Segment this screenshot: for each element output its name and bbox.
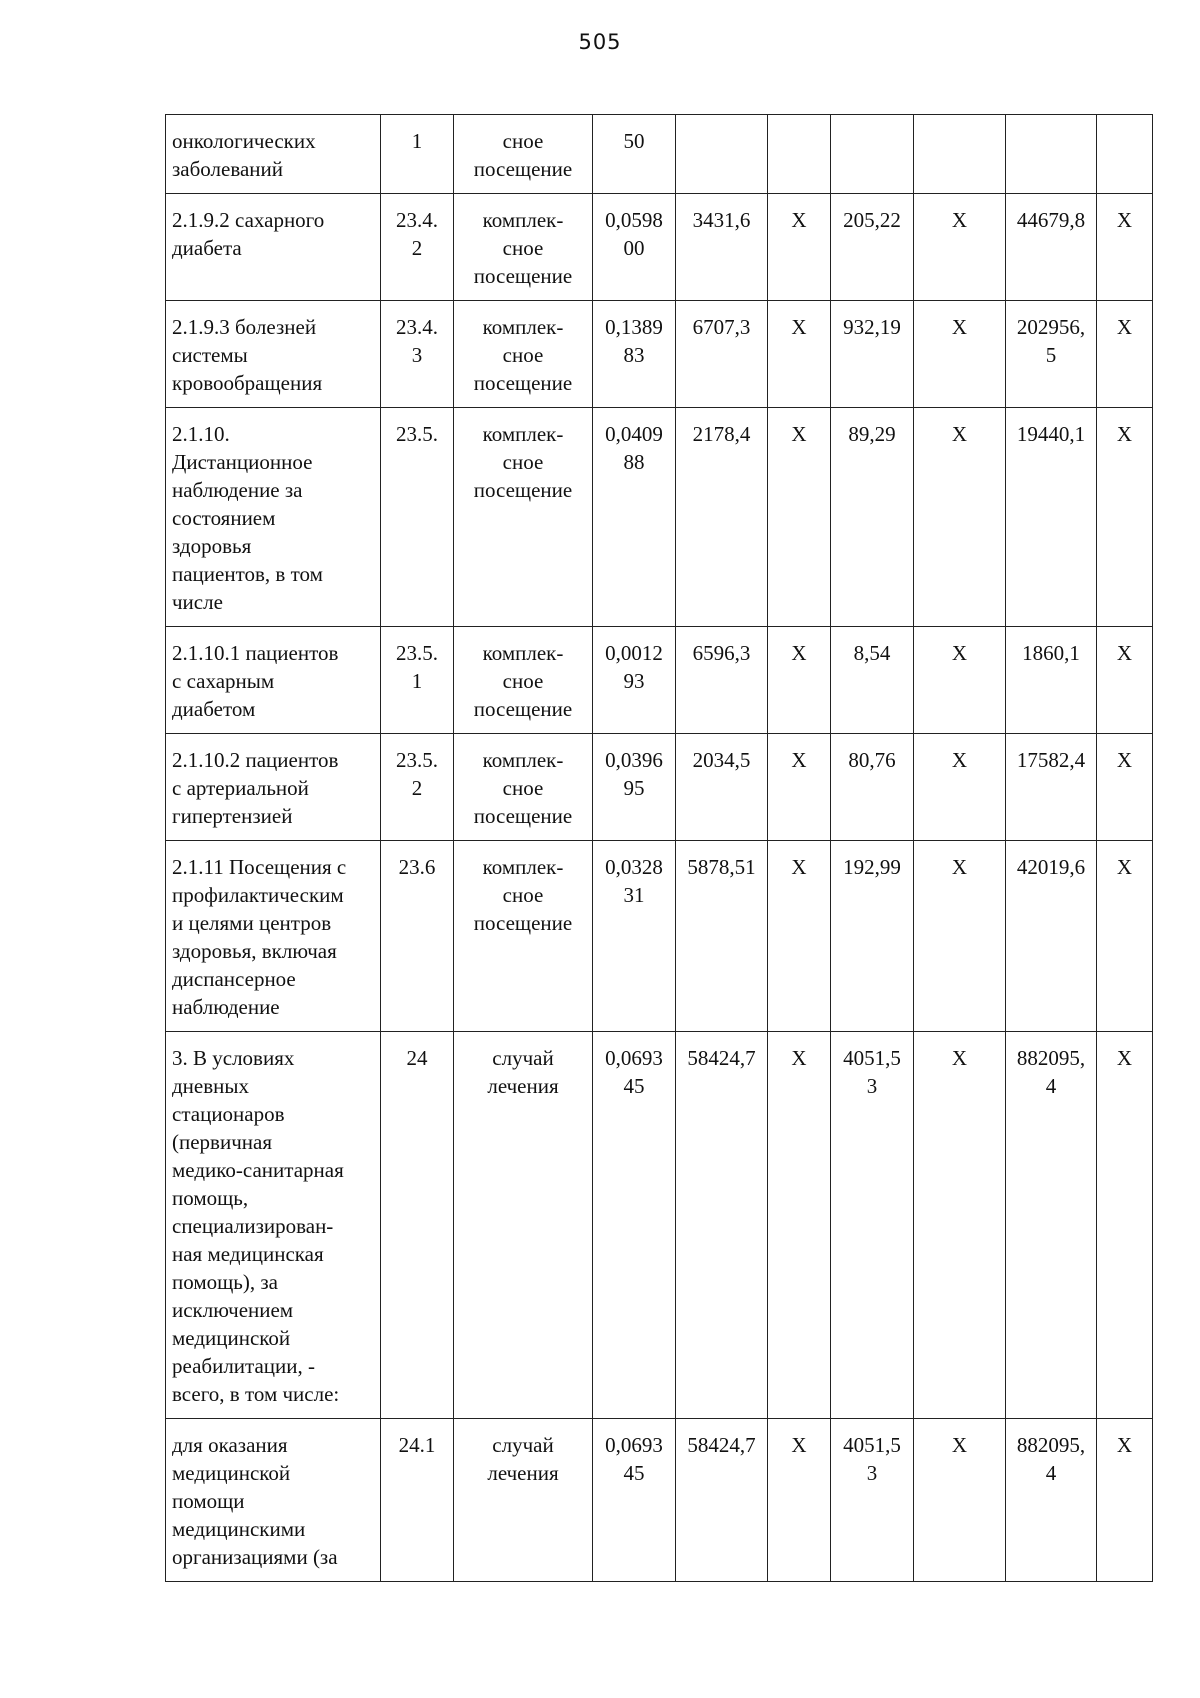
cell-line: комплек- [482, 748, 564, 772]
row-x-cell: X [768, 627, 831, 734]
cell-line: диспансерное [172, 967, 296, 991]
row-per-capita-cell [831, 1032, 914, 1419]
cell-line: комплек- [482, 855, 564, 879]
row-unit-cell [454, 115, 593, 194]
cell-line: посещение [473, 911, 573, 935]
cell-line: специализирован- [172, 1214, 334, 1238]
cell-line: диабета [172, 236, 242, 260]
row-code-cell [381, 408, 454, 627]
row-name-cell [166, 1032, 381, 1419]
row-code-cell [381, 734, 454, 841]
row-sum-cell [1006, 1419, 1097, 1582]
row-unit-cell [454, 841, 593, 1032]
row-per-capita-cell [831, 734, 914, 841]
cell-line: сное [502, 236, 544, 260]
row-x-cell: X [914, 841, 1006, 1032]
cell-line: 93 [623, 669, 645, 693]
row-norm-cell [593, 194, 676, 301]
row-sum-cell [1006, 115, 1097, 194]
row-unit-cell [454, 1419, 593, 1582]
cell-line: лечения [487, 1074, 559, 1098]
cell-line: комплек- [482, 641, 564, 665]
row-x-cell: X [1097, 301, 1153, 408]
row-name-cell [166, 627, 381, 734]
cell-line: сное [502, 129, 544, 153]
cell-line: 24.1 [398, 1433, 436, 1457]
cell-line: сное [502, 450, 544, 474]
row-x-cell [1097, 115, 1153, 194]
cell-line: медицинской [172, 1461, 291, 1485]
row-per-capita-cell [831, 115, 914, 194]
cell-line: 23.6 [398, 855, 436, 879]
row-norm-cell [593, 301, 676, 408]
row-unit-cell [454, 194, 593, 301]
row-x-cell: X [914, 408, 1006, 627]
cell-line: 2 [411, 776, 423, 800]
cell-line: 932,19 [843, 315, 901, 339]
cell-line: сное [502, 776, 544, 800]
row-x-cell: X [1097, 734, 1153, 841]
row-sum-cell [1006, 841, 1097, 1032]
row-name-cell [166, 1419, 381, 1582]
cell-line: заболеваний [172, 157, 283, 181]
cell-line: 0,0598 [605, 208, 663, 232]
cell-line: сное [502, 883, 544, 907]
cell-line: 2.1.10. [172, 422, 230, 446]
row-x-cell: X [1097, 194, 1153, 301]
cell-line: 2.1.9.3 болезней [172, 315, 317, 339]
row-norm-cell [593, 1032, 676, 1419]
cell-line: и целями центров [172, 911, 332, 935]
table-row [166, 194, 1153, 301]
cell-line: 0,0012 [605, 641, 663, 665]
row-sum-cell [1006, 194, 1097, 301]
cell-line: посещение [473, 264, 573, 288]
cell-line: 2.1.9.2 сахарного [172, 208, 325, 232]
cell-line: 8,54 [853, 641, 891, 665]
cell-line: помощь, [172, 1186, 249, 1210]
cell-line: организациями (за [172, 1545, 338, 1569]
cell-line: посещение [473, 478, 573, 502]
cell-line: гипертензией [172, 804, 293, 828]
cell-line: 0,1389 [605, 315, 663, 339]
cell-line: посещение [473, 804, 573, 828]
row-name-cell [166, 734, 381, 841]
cell-line: 89,29 [848, 422, 896, 446]
table-row [166, 408, 1153, 627]
cell-line: 0,0693 [605, 1433, 663, 1457]
cell-line: наблюдение [172, 995, 280, 1019]
row-code-cell [381, 301, 454, 408]
row-x-cell: X [768, 408, 831, 627]
cell-line: 1860,1 [1022, 641, 1080, 665]
cell-line: состоянием [172, 506, 276, 530]
cell-line: 23.5. [396, 748, 438, 772]
cell-line: 23.5. [396, 641, 438, 665]
row-sum-cell [1006, 627, 1097, 734]
row-x-cell: X [768, 301, 831, 408]
row-name-cell [166, 408, 381, 627]
cell-line: пациентов, в том [172, 562, 323, 586]
cell-line: 4051,5 [843, 1046, 901, 1070]
cell-line: 205,22 [843, 208, 901, 232]
cell-line: 31 [623, 883, 645, 907]
cell-line: 45 [623, 1461, 645, 1485]
cell-line: 45 [623, 1074, 645, 1098]
cell-line: 202956, [1016, 315, 1086, 339]
cell-line: 3 [866, 1461, 878, 1485]
row-cost-cell: 6707,3 [676, 301, 768, 408]
cell-line: комплек- [482, 208, 564, 232]
row-code-cell [381, 627, 454, 734]
cell-line: помощь), за [172, 1270, 278, 1294]
cell-line: (первичная [172, 1130, 272, 1154]
row-per-capita-cell [831, 627, 914, 734]
cell-line: посещение [473, 697, 573, 721]
row-x-cell: X [1097, 1032, 1153, 1419]
row-code-cell [381, 841, 454, 1032]
row-per-capita-cell [831, 841, 914, 1032]
cell-line: 882095, [1016, 1433, 1086, 1457]
cell-line: наблюдение за [172, 478, 303, 502]
cell-line: всего, в том числе: [172, 1382, 340, 1406]
table-row [166, 1419, 1153, 1582]
row-cost-cell: 5878,51 [676, 841, 768, 1032]
row-x-cell: X [914, 734, 1006, 841]
cell-line: 23.4. [396, 315, 438, 339]
row-sum-cell [1006, 408, 1097, 627]
cell-line: онкологических [172, 129, 316, 153]
cell-line: числе [172, 590, 223, 614]
row-norm-cell [593, 408, 676, 627]
table-row [166, 734, 1153, 841]
cell-line: 0,0396 [605, 748, 663, 772]
cell-line: 24 [406, 1046, 428, 1070]
row-cost-cell: 2178,4 [676, 408, 768, 627]
row-norm-cell [593, 1419, 676, 1582]
cell-line: реабилитации, - [172, 1354, 316, 1378]
row-x-cell: X [914, 627, 1006, 734]
cell-line: 3 [866, 1074, 878, 1098]
cell-line: посещение [473, 157, 573, 181]
row-code-cell [381, 1419, 454, 1582]
cell-line: случай [492, 1433, 554, 1457]
row-x-cell: X [914, 1419, 1006, 1582]
cell-line: 23.4. [396, 208, 438, 232]
row-x-cell: X [1097, 408, 1153, 627]
cell-line: 4051,5 [843, 1433, 901, 1457]
row-code-cell [381, 194, 454, 301]
table-row [166, 841, 1153, 1032]
row-name-cell [166, 115, 381, 194]
cell-line: дневных [172, 1074, 250, 1098]
cell-line: Дистанционное [172, 450, 313, 474]
row-x-cell [768, 115, 831, 194]
cell-line: 2.1.10.1 пациентов [172, 641, 339, 665]
cell-line: 23.5. [396, 422, 438, 446]
cell-line: 0,0693 [605, 1046, 663, 1070]
cell-line: 5 [1045, 343, 1057, 367]
row-unit-cell [454, 734, 593, 841]
table-body [166, 115, 1153, 1582]
cell-line: 0,0328 [605, 855, 663, 879]
cell-line: 3. В условиях [172, 1046, 295, 1070]
cell-line: исключением [172, 1298, 294, 1322]
row-norm-cell [593, 627, 676, 734]
row-x-cell: X [768, 1419, 831, 1582]
cell-line: с сахарным [172, 669, 275, 693]
cell-line: для оказания [172, 1433, 288, 1457]
cell-line: 42019,6 [1016, 855, 1086, 879]
cell-line: 17582,4 [1016, 748, 1086, 772]
page-number: 505 [578, 30, 622, 54]
row-cost-cell: 58424,7 [676, 1419, 768, 1582]
cell-line: 4 [1045, 1074, 1057, 1098]
row-norm-cell [593, 841, 676, 1032]
cell-line: 44679,8 [1016, 208, 1086, 232]
cell-line: 80,76 [848, 748, 896, 772]
table-row [166, 301, 1153, 408]
cell-line: 4 [1045, 1461, 1057, 1485]
row-sum-cell [1006, 734, 1097, 841]
cell-line: помощи [172, 1489, 245, 1513]
row-x-cell: X [1097, 841, 1153, 1032]
cell-line: 19440,1 [1016, 422, 1086, 446]
cell-line: 88 [623, 450, 645, 474]
row-x-cell [914, 115, 1006, 194]
row-norm-cell [593, 734, 676, 841]
row-x-cell: X [914, 1032, 1006, 1419]
cell-line: 83 [623, 343, 645, 367]
cell-line: лечения [487, 1461, 559, 1485]
cell-line: 1 [411, 129, 423, 153]
row-x-cell: X [768, 734, 831, 841]
row-per-capita-cell [831, 194, 914, 301]
cell-line: 50 [623, 129, 645, 153]
cell-line: системы [172, 343, 248, 367]
table-row [166, 115, 1153, 194]
cell-line: 192,99 [843, 855, 901, 879]
cell-line: посещение [473, 371, 573, 395]
row-name-cell [166, 841, 381, 1032]
row-cost-cell [676, 115, 768, 194]
row-name-cell [166, 301, 381, 408]
cell-line: комплек- [482, 315, 564, 339]
cell-line: сное [502, 669, 544, 693]
cell-line: медико-санитарная [172, 1158, 344, 1182]
cell-line: профилактическим [172, 883, 344, 907]
cell-line: 2.1.10.2 пациентов [172, 748, 339, 772]
row-sum-cell [1006, 301, 1097, 408]
row-cost-cell: 3431,6 [676, 194, 768, 301]
row-code-cell [381, 115, 454, 194]
row-unit-cell [454, 408, 593, 627]
cell-line: медицинскими [172, 1517, 306, 1541]
financing-norms-table [165, 114, 1153, 1582]
row-cost-cell: 2034,5 [676, 734, 768, 841]
cell-line: здоровья, включая [172, 939, 337, 963]
cell-line: 0,0409 [605, 422, 663, 446]
row-per-capita-cell [831, 301, 914, 408]
cell-line: 882095, [1016, 1046, 1086, 1070]
row-norm-cell [593, 115, 676, 194]
cell-line: диабетом [172, 697, 256, 721]
row-cost-cell: 58424,7 [676, 1032, 768, 1419]
row-code-cell [381, 1032, 454, 1419]
table-row [166, 627, 1153, 734]
row-unit-cell [454, 301, 593, 408]
row-x-cell: X [768, 841, 831, 1032]
cell-line: стационаров [172, 1102, 285, 1126]
row-cost-cell: 6596,3 [676, 627, 768, 734]
row-x-cell: X [1097, 627, 1153, 734]
cell-line: комплек- [482, 422, 564, 446]
cell-line: кровообращения [172, 371, 323, 395]
cell-line: 00 [623, 236, 645, 260]
row-x-cell: X [768, 1032, 831, 1419]
row-x-cell: X [914, 301, 1006, 408]
cell-line: 2 [411, 236, 423, 260]
row-unit-cell [454, 1032, 593, 1419]
row-x-cell: X [768, 194, 831, 301]
cell-line: 3 [411, 343, 423, 367]
cell-line: медицинской [172, 1326, 291, 1350]
row-unit-cell [454, 627, 593, 734]
row-per-capita-cell [831, 1419, 914, 1582]
row-sum-cell [1006, 1032, 1097, 1419]
row-name-cell [166, 194, 381, 301]
cell-line: сное [502, 343, 544, 367]
cell-line: ная медицинская [172, 1242, 324, 1266]
cell-line: 1 [411, 669, 423, 693]
cell-line: 95 [623, 776, 645, 800]
row-x-cell: X [914, 194, 1006, 301]
cell-line: здоровья [172, 534, 252, 558]
cell-line: 2.1.11 Посещения с [172, 855, 347, 879]
row-x-cell: X [1097, 1419, 1153, 1582]
cell-line: случай [492, 1046, 554, 1070]
cell-line: с артериальной [172, 776, 309, 800]
row-per-capita-cell [831, 408, 914, 627]
table-row [166, 1032, 1153, 1419]
